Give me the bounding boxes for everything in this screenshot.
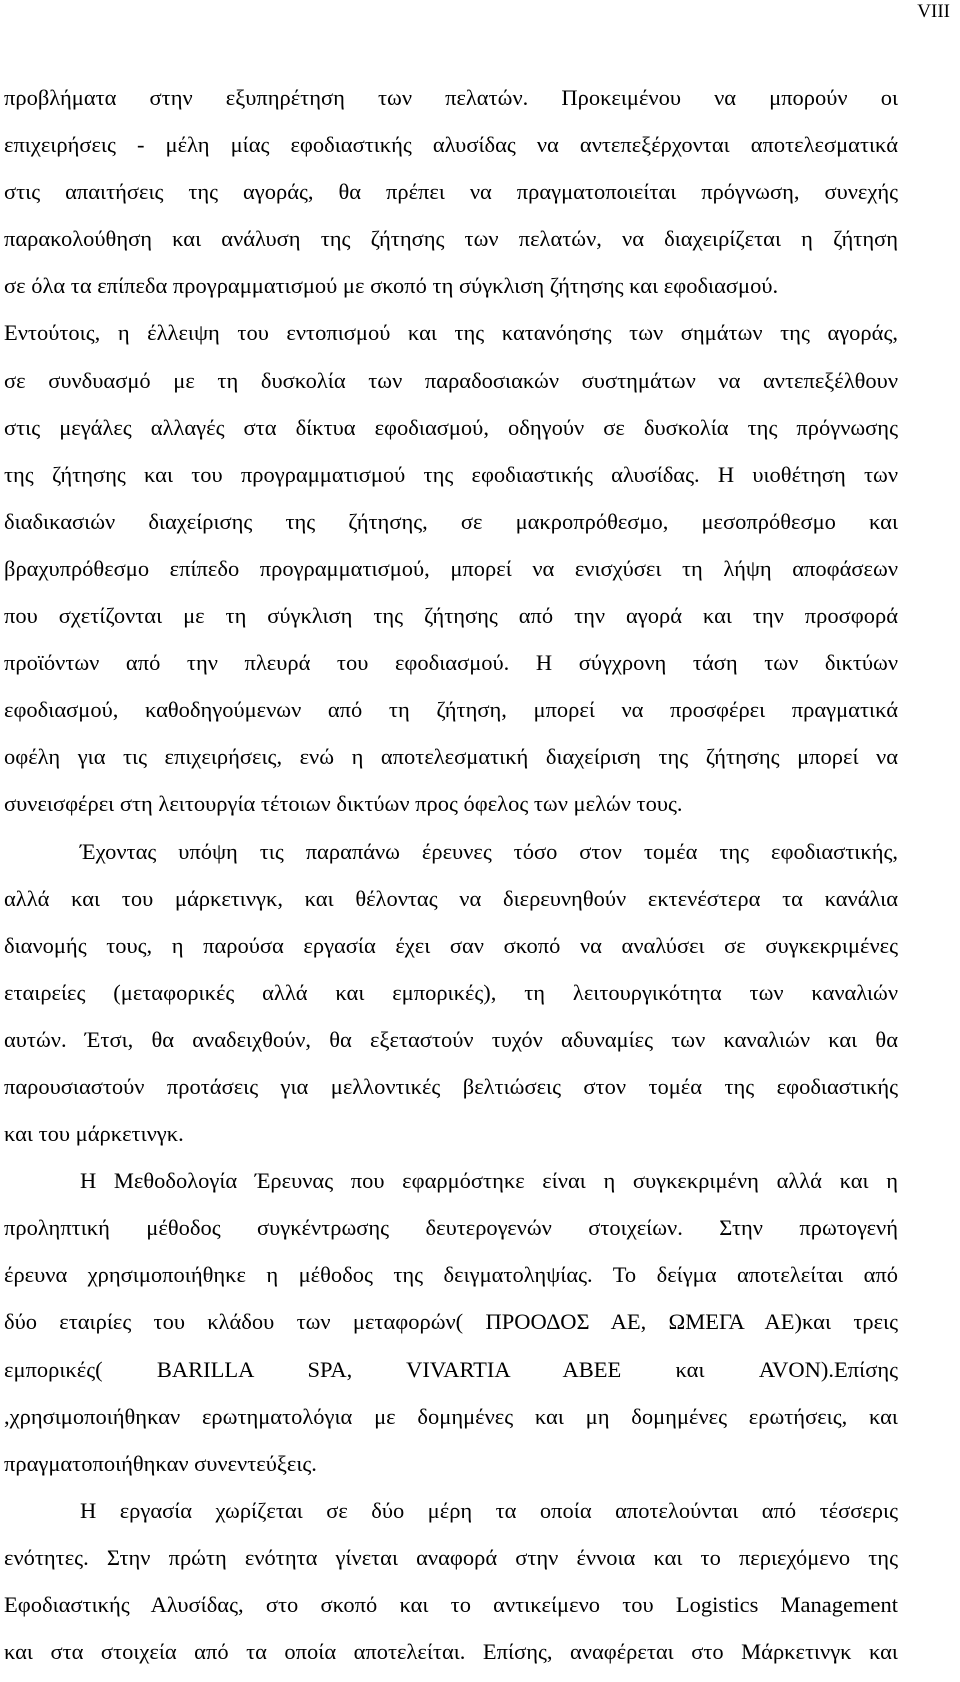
text-line: Η εργασία χωρίζεται σε δύο μέρη τα οποία αποτελούνται από τέσσερις [80,1497,898,1523]
text-line: στις μεγάλες αλλαγές στα δίκτυα εφοδιασμού, οδηγούν σε δυσκολία της πρόγνωσης [4,414,898,440]
text-line: Εφοδιαστικής Αλυσίδας, στο σκοπό και το αντικείμενο του Logistics Management [4,1592,898,1617]
text-line: προβλήματα στην εξυπηρέτηση των πελατών. Προκειμένου να μπορούν οι [4,85,898,110]
text-line: επιχειρήσεις - μέλη μίας εφοδιαστικής αλυσίδας να αντεπεξέρχονται αποτελεσματικά [4,132,898,158]
text-line: Έχοντας υπόψη τις παραπάνω έρευνες τόσο στον τομέα της εφοδιαστικής, [80,838,898,864]
text-line: προϊόντων από την πλευρά του εφοδιασμού. Η σύγχρονη τάση των δικτύων [4,650,898,676]
text-line: Η Μεθοδολογία Έρευνας που εφαρμόστηκε είναι η συγκεκριμένη αλλά και η [80,1168,898,1194]
text-line: και στα στοιχεία από τα οποία αποτελείται. Επίσης, αναφέρεται στο Μάρκετινγκ και [4,1639,898,1665]
text-line: στις απαιτήσεις της αγοράς, θα πρέπει να πραγματοποιείται πρόγνωση, συνεχής [4,179,898,205]
text-line: ενότητες. Στην πρώτη ενότητα γίνεται αναφορά στην έννοια και το περιεχόμενο της [4,1544,898,1570]
text-line: σε συνδυασμό με τη δυσκολία των παραδοσιακών συστημάτων να αντεπεξέλθουν [4,367,898,393]
text-line: εφοδιασμού, καθοδηγούμενων από τη ζήτηση, μπορεί να προσφέρει πραγματικά [4,697,898,723]
text-line: διανομής τους, η παρούσα εργασία έχει σαν σκοπό να αναλύσει σε συγκεκριμένες [4,932,898,958]
page-number: VIII [917,1,950,22]
text-line: αλλά και του μάρκετινγκ, και θέλοντας να διερευνηθούν εκτενέστερα τα κανάλια [4,885,898,911]
text-line: εμπορικές( BARILLA SPA, VIVARTIA ABEE και AVON).Επίσης [4,1356,898,1382]
text-line: Εντούτοις, η έλλειψη του εντοπισμού και της κατανόησης των σημάτων της αγοράς, [4,320,898,346]
text-line: προληπτική μέθοδος συγκέντρωσης δευτερογενών στοιχείων. Στην πρωτογενή [4,1215,898,1241]
text-line: έρευνα χρησιμοποιήθηκε η μέθοδος της δειγματοληψίας. Το δείγμα αποτελείται από [4,1262,898,1288]
text-line: βραχυπρόθεσμο επίπεδο προγραμματισμού, μπορεί να ενισχύσει τη λήψη αποφάσεων [4,555,898,581]
text-line: συνεισφέρει στη λειτουργία τέτοιων δικτύων προς όφελος των μελών τους. [4,791,683,817]
text-line: παρακολούθηση και ανάλυση της ζήτησης των πελατών, να διαχειρίζεται η ζήτηση [4,226,898,252]
text-line: παρουσιαστούν προτάσεις για μελλοντικές βελτιώσεις στον τομέα της εφοδιαστικής [4,1073,898,1099]
text-line: δύο εταιρίες του κλάδου των μεταφορών( ΠΡΟΟΔΟΣ ΑΕ, ΩΜΕΓΑ ΑΕ)και τρεις [4,1309,898,1335]
text-line: αυτών. Έτσι, θα αναδειχθούν, θα εξεταστούν τυχόν αδυναμίες των καναλιών και θα [4,1026,898,1052]
text-line: πραγματοποιήθηκαν συνεντεύξεις. [4,1450,317,1476]
text-line: σε όλα τα επίπεδα προγραμματισμού με σκοπό τη σύγκλιση ζήτησης και εφοδιασμού. [4,273,779,299]
document-body [4,74,898,1675]
text-line: εταιρείες (μεταφορικές αλλά και εμπορικές), τη λειτουργικότητα των καναλιών [4,979,898,1005]
text-line: και του μάρκετινγκ. [4,1121,184,1147]
text-line: της ζήτησης και του προγραμματισμού της εφοδιαστικής αλυσίδας. Η υιοθέτηση των [4,461,898,487]
text-line: οφέλη για τις επιχειρήσεις, ενώ η αποτελεσματική διαχείριση της ζήτησης μπορεί να [4,744,898,770]
text-line: διαδικασιών διαχείρισης της ζήτησης, σε μακροπρόθεσμο, μεσοπρόθεσμο και [4,508,898,534]
text-line: ,χρησιμοποιήθηκαν ερωτηματολόγια με δομημένες και μη δομημένες ερωτήσεις, και [4,1403,898,1429]
text-line: που σχετίζονται με τη σύγκλιση της ζήτησης από την αγορά και την προσφορά [4,603,898,629]
